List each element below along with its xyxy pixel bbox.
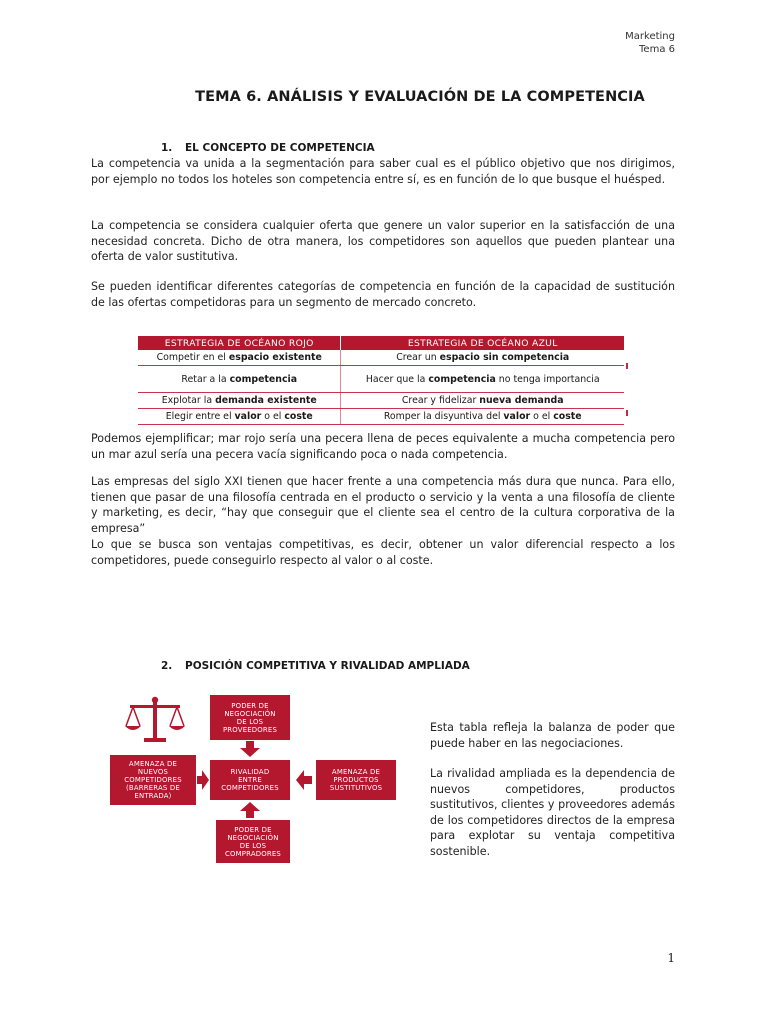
down-arrow-icon xyxy=(240,741,260,757)
section-2-number: 2. xyxy=(161,660,173,672)
table-header-red-ocean: ESTRATEGIA DE OCÉANO ROJO xyxy=(138,336,341,350)
buyers-power-box: PODER DE NEGOCIACIÓN DE LOS COMPRADORES xyxy=(216,820,290,863)
section-1-heading xyxy=(161,142,375,154)
section-1-number: 1. xyxy=(161,142,173,154)
table-cell: Romper la disyuntiva del valor o el coste xyxy=(341,409,624,425)
table-cell: Explotar la demanda existente xyxy=(138,393,341,409)
right-arrow-icon xyxy=(197,770,209,790)
table-cell: Elegir entre el valor o el coste xyxy=(138,409,341,425)
five-forces-diagram xyxy=(110,690,400,870)
page-number: 1 xyxy=(667,951,675,965)
paragraph: Lo que se busca son ventajas competitivas, es decir, obtener un valor diferencial respecto a los competidores, puede conseguirlo respecto al valor o al coste. xyxy=(91,538,675,567)
header-topic: Tema 6 xyxy=(639,44,675,55)
table-cell: Crear un espacio sin competencia xyxy=(341,350,624,366)
paragraph: Las empresas del siglo XXI tienen que hacer frente a una competencia más dura que nunca. Para ello, tienen que pasar de una filosofía centrada en el producto o servicio y la venta a una filosofía de cliente y marketing, es decir, “hay que conseguir que el cliente sea el centro de la cultura corporativa de la empresa” xyxy=(91,475,675,535)
paragraph: Esta tabla refleja la balanza de poder que puede haber en las negociaciones. xyxy=(430,721,675,750)
section-2-heading xyxy=(161,660,470,672)
table-edge-mark xyxy=(626,410,628,416)
paragraph: Se pueden identificar diferentes categorías de competencia en función de la capacidad de sustitución de las ofertas competidoras para un segmento de mercado concreto. xyxy=(91,280,675,309)
up-arrow-icon xyxy=(240,802,260,818)
suppliers-power-box: PODER DE NEGOCIACIÓN DE LOS PROVEEDORES xyxy=(210,695,290,740)
ocean-strategy-table xyxy=(138,336,624,425)
paragraph: La competencia se considera cualquier oferta que genere un valor superior en la satisfacción de una necesidad concreta. Dicho de otra manera, los competidores son aquellos que pueden plantear una oferta de valor sustitutiva. xyxy=(91,219,675,263)
table-edge-mark xyxy=(626,363,628,369)
table-row xyxy=(138,350,624,366)
table-row xyxy=(138,366,624,393)
table-cell: Competir en el espacio existente xyxy=(138,350,341,366)
paragraph: La competencia va unida a la segmentación para saber cual es el público objetivo que nos dirigimos, por ejemplo no todos los hoteles son competencia entre sí, es en función de lo que busque el huésped. xyxy=(91,157,675,186)
section-1-title: EL CONCEPTO DE COMPETENCIA xyxy=(185,142,375,154)
paragraph: Podemos ejemplificar; mar rojo sería una pecera llena de peces equivalente a mucha competencia pero un mar azul sería una pecera vacía significando poca o nada competencia. xyxy=(91,432,675,461)
running-header xyxy=(625,30,675,56)
table-cell: Hacer que la competencia no tenga importancia xyxy=(341,366,624,393)
table-cell: Retar a la competencia xyxy=(138,366,341,393)
new-entrants-box: AMENAZA DE NUEVOS COMPETIDORES (BARRERAS DE ENTRADA) xyxy=(110,755,196,805)
table-cell: Crear y fidelizar nueva demanda xyxy=(341,393,624,409)
table-row xyxy=(138,393,624,409)
header-subject: Marketing xyxy=(625,31,675,42)
table-header-blue-ocean: ESTRATEGIA DE OCÉANO AZUL xyxy=(341,336,624,350)
document-title: TEMA 6. ANÁLISIS Y EVALUACIÓN DE LA COMPETENCIA xyxy=(195,89,645,105)
paragraph: La rivalidad ampliada es la dependencia de nuevos competidores, productos sustitutivos, clientes y proveedores además de los competidores directos de la empresa para explotar su ventaja competitiva sostenible. xyxy=(430,767,675,858)
table-row xyxy=(138,409,624,425)
substitutes-box: AMENAZA DE PRODUCTOS SUSTITUTIVOS xyxy=(316,760,396,800)
left-arrow-icon xyxy=(296,770,312,790)
rivalry-box: RIVALIDAD ENTRE COMPETIDORES xyxy=(210,760,290,800)
scales-icon xyxy=(124,696,186,744)
section-2-title: POSICIÓN COMPETITIVA Y RIVALIDAD AMPLIADA xyxy=(185,660,470,672)
